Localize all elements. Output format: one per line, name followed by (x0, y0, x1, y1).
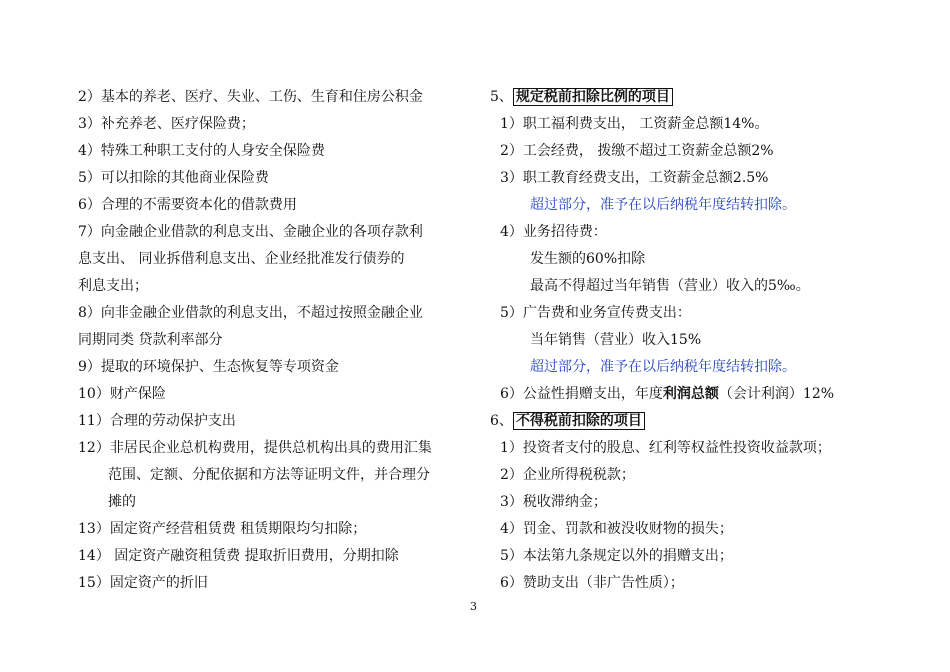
s6-item-4: 4）罚金、罚款和被没收财物的损失； (500, 521, 733, 537)
left-line-6: 7）向金融企业借款的利息支出、金融企业的各项存款利 (78, 224, 423, 240)
s5-item-6-prefix: 6）公益性捐赠支出，年度 (500, 386, 663, 402)
left-line-14: 12）非居民企业总机构费用，提供总机构出具的费用汇集 (78, 440, 432, 456)
left-line-19: 15）固定资产的折旧 (78, 575, 208, 591)
left-line-4: 5）可以扣除的其他商业保险费 (78, 170, 269, 186)
section6-number: 6、 (490, 413, 513, 429)
s5-item-6-bold: 利润总额 (662, 386, 719, 402)
left-line-2: 3）补充养老、医疗保险费； (78, 116, 255, 132)
s5-note-carry-forward-1: 超过部分，准予在以后纳税年度结转扣除。 (530, 197, 796, 213)
s5-note-carry-forward-2: 超过部分，准予在以后纳税年度结转扣除。 (530, 359, 796, 375)
section5-heading (490, 87, 673, 107)
s5-item-2: 2）工会经费， 拨缴不超过工资薪金总额2% (500, 143, 774, 159)
section6-title: 不得税前扣除的项目 (513, 412, 645, 430)
s6-item-6: 6）赞助支出（非广告性质）； (500, 575, 684, 591)
s5-item-6 (500, 384, 834, 404)
left-line-17: 13）固定资产经营租赁费 租赁期限均匀扣除； (78, 521, 367, 537)
left-line-13: 11）合理的劳动保护支出 (78, 413, 236, 429)
left-line-11: 9）提取的环境保护、生态恢复等专项资金 (78, 359, 339, 375)
section6-heading (490, 411, 645, 431)
left-line-5: 6）合理的不需要资本化的借款费用 (78, 197, 297, 213)
s6-item-5: 5）本法第九条规定以外的捐赠支出； (500, 548, 733, 564)
left-line-10: 同期同类 贷款利率部分 (78, 332, 223, 348)
s5-item-5: 5）广告费和业务宣传费支出： (500, 305, 691, 321)
page-number: 3 (470, 600, 477, 613)
s5-item-3: 3）职工教育经费支出，工资薪金总额2.5% (500, 170, 769, 186)
left-line-18: 14） 固定资产融资租赁费 提取折旧费用，分期扣除 (78, 548, 399, 564)
s5-item-6-suffix: （会计利润）12% (718, 386, 835, 402)
s5-item-4b: 最高不得超过当年销售（营业）收入的5‰。 (530, 278, 810, 294)
s6-item-2: 2）企业所得税税款； (500, 467, 635, 483)
left-line-3: 4）特殊工种职工支付的人身安全保险费 (78, 143, 325, 159)
s5-item-4a: 发生额的60%扣除 (530, 251, 646, 267)
section5-number: 5、 (490, 89, 513, 105)
left-line-8: 利息支出； (78, 278, 148, 294)
s6-item-3: 3）税收滞纳金； (500, 494, 607, 510)
left-line-1: 2）基本的养老、医疗、失业、工伤、生育和住房公积金 (78, 89, 423, 105)
left-line-15: 范围、定额、分配依据和方法等证明文件，并合理分 (108, 467, 430, 483)
left-line-16: 摊的 (108, 494, 136, 510)
left-line-12: 10）财产保险 (78, 386, 166, 402)
left-line-7: 息支出、 同业拆借利息支出、企业经批准发行债券的 (78, 251, 405, 267)
s6-item-1: 1）投资者支付的股息、红利等权益性投资收益款项； (500, 440, 831, 456)
left-line-9: 8）向非金融企业借款的利息支出，不超过按照金融企业 (78, 305, 423, 321)
s5-item-1: 1）职工福利费支出， 工资薪金总额14%。 (500, 116, 769, 132)
s5-item-5a: 当年销售（营业）收入15% (530, 332, 702, 348)
s5-item-4: 4）业务招待费： (500, 224, 607, 240)
section5-title: 规定税前扣除比例的项目 (513, 88, 673, 106)
